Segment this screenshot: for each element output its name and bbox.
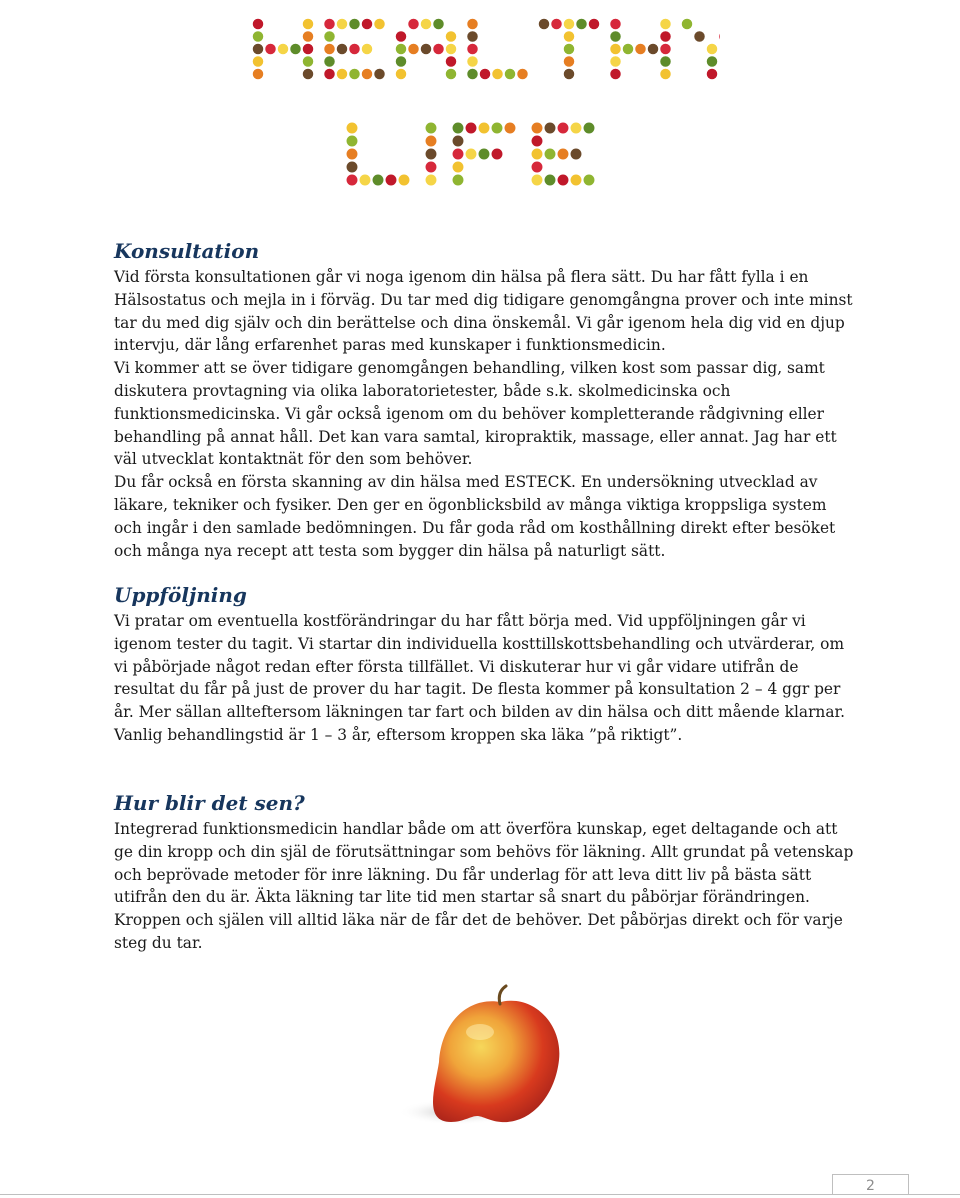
page-number: 2: [832, 1174, 909, 1194]
section-uppfoljning: [114, 580, 854, 747]
paragraph: Vi kommer att se över tidigare genomgången behandling, vilken kost som passar dig, samt diskutera provtagning via olika laboratorietester, både s.k. skolmedicinska och funktionsmedicinska. Vi går också igenom om du behöver kompletterande rådgivning eller behandling på annat håll. Det kan vara samtal, kiropraktik, massage, eller annat. Jag har ett väl utvecklat kontaktnät för den som behöver.: [114, 359, 837, 469]
paragraph: Vi pratar om eventuella kostförändringar du har fått börja med. Vid uppföljningen går vi igenom tester du tagit. Vi startar din individuella kosttillskottsbehandling och utvärderar, om vi påbörjade något redan efter första tillfället. Vi diskuterar hur vi går vidare utifrån de resultat du får på just de prover du har tagit. De flesta kommer på konsultation 2 – 4 ggr per år. Mer sällan allteftersom läkningen tar fart och bilden av din hälsa och ditt mående klarnar. Vanlig behandlingstid är 1 – 3 år, eftersom kroppen ska läka ”på riktigt”.: [114, 612, 846, 744]
section-heading: Uppföljning: [114, 583, 247, 607]
paragraph: Vid första konsultationen går vi noga igenom din hälsa på flera sätt. Du har fått fylla i en Hälsostatus och mejla in i förväg. Du tar med dig tidigare genomgångna prover och inte minst tar du med dig själv och din berättelse och dina önskemål. Vi går igenom hela dig vid en djup intervju, där lång erfarenhet paras med kunskaper i funktionsmedicin.: [114, 268, 853, 355]
section-heading: Hur blir det sen?: [114, 791, 305, 815]
healthy-life-fruit-logo: [240, 10, 720, 210]
paragraph: Du får också en första skanning av din hälsa med ESTECK. En undersökning utvecklad av läkare, tekniker och fysiker. Den ger en ögonblicksbild av många viktiga kroppsliga system och ingår i den samlade bedömningen. Du får goda råd om kosthållning direkt efter besöket och många nya recept att testa som bygger din hälsa på naturligt sätt.: [114, 473, 836, 560]
apple-image: [388, 984, 574, 1129]
section-konsultation: [114, 236, 854, 562]
section-hur-blir-det-sen: [114, 788, 854, 955]
section-heading: Konsultation: [114, 239, 260, 263]
paragraph: Integrerad funktionsmedicin handlar både om att överföra kunskap, eget deltagande och att ge din kropp och din själ de förutsättningar som behövs för läkning. Allt grundat på vetenskap och beprövade metoder för inre läkning. Du får underlag för att leva ditt liv på bästa sätt utifrån den du är. Äkta läkning tar lite tid men startar så snart du påbörjar förändringen. Kroppen och själen vill alltid läka när de får det de behöver. Det påbörjas direkt och för varje steg du tar.: [114, 820, 854, 952]
footer-divider: [0, 1194, 960, 1195]
